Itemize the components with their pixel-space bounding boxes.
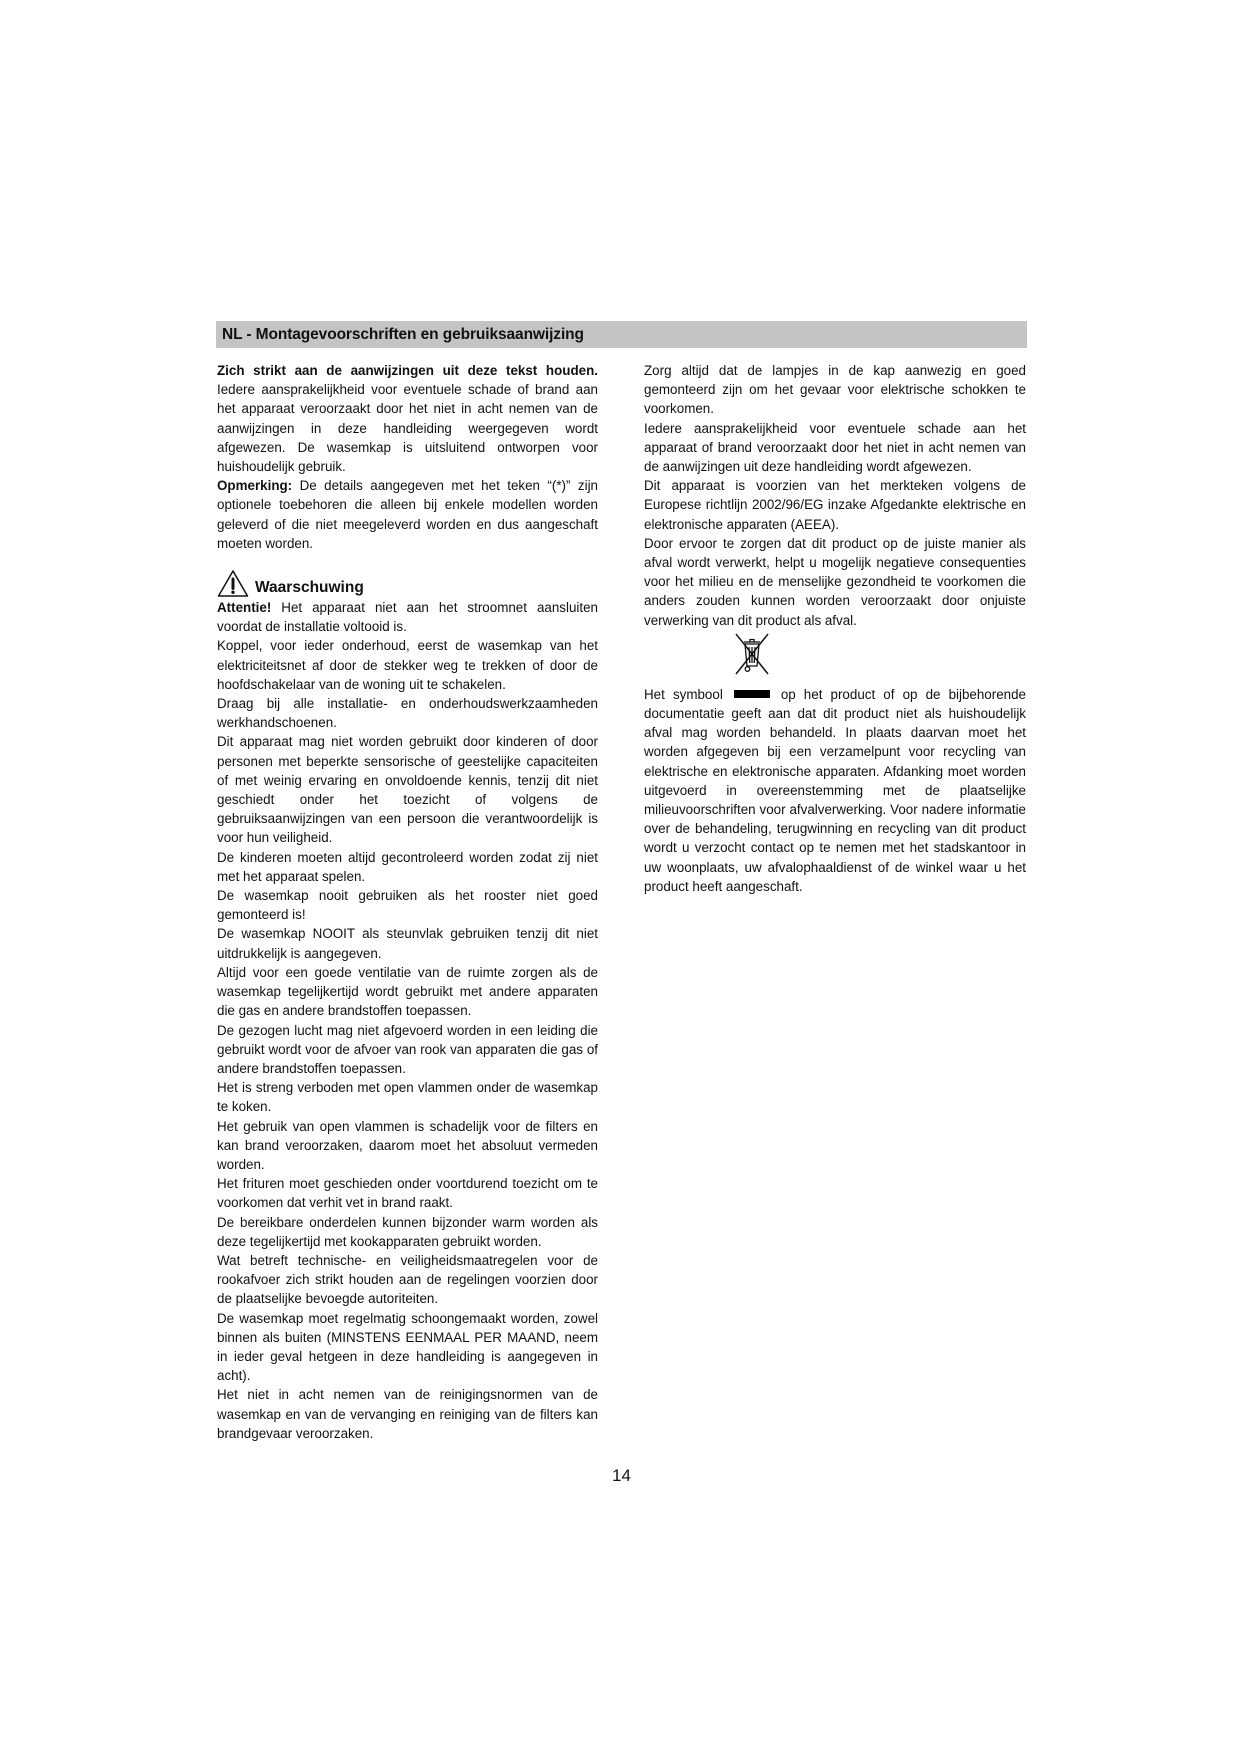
- intro-paragraph: [217, 361, 598, 476]
- info-paragraph: Iedere aansprakelijkheid voor eventuele schade aan het apparaat of brand veroorzaakt door het niet in acht nemen van de aanwijzingen uit deze handleiding wordt afgewezen.: [644, 420, 1026, 475]
- warning-title: Waarschuwing: [255, 578, 364, 596]
- right-column: [644, 361, 1026, 896]
- weee-symbol: [644, 632, 1026, 677]
- info-paragraph: Door ervoor te zorgen dat dit product op de juiste manier als afval wordt verwerkt, helpt u mogelijk negatieve consequenties voor het milieu en de menselijke gezondheid te voorkomen die anders zouden kunnen worden veroorzaakt door onjuiste verwerking van dit product als afval.: [644, 535, 1026, 628]
- warning-heading: [217, 568, 598, 598]
- warning-paragraph: Draag bij alle installatie- en onderhoudswerkzaamheden werkhandschoenen.: [217, 696, 598, 731]
- symbol-paragraph: [644, 685, 1026, 896]
- left-column: [217, 361, 598, 1443]
- warning-paragraph: De wasemkap NOOIT als steunvlak gebruiken tenzij dit niet uitdrukkelijk is aangegeven.: [217, 926, 598, 961]
- warning-paragraph: Het gebruik van open vlammen is schadelijk voor de filters en kan brand veroorzaken, daarom moet het absoluut vermeden worden.: [217, 1118, 598, 1172]
- warning-paragraph: Het frituren moet geschieden onder voortdurend toezicht om te voorkomen dat verhit vet in brand raakt.: [217, 1176, 598, 1211]
- note-text: De details aangegeven met het teken “(*)” zijn optionele toebehoren die alleen bij enkele modellen worden geleverd of die niet meegeleverd worden en dus aangeschaft moeten worden.: [217, 478, 598, 551]
- warning-paragraph: Het is streng verboden met open vlammen onder de wasemkap te koken.: [217, 1080, 598, 1115]
- symbol-text-after: op het product of op de bijbehorende documentatie geeft aan dat dit product niet als huishoudelijk afval mag worden behandeld. In plaats daarvan moet het worden afgegeven bij een verzamelpunt voor recycling van elektrische en elektronische apparaten. Afdanking moet worden uitgevoerd in overeenstemming met de plaatselijke milieuvoorschriften voor afvalverwerking. Voor nadere informatie over de behandeling, terugwinning en recycling van dit product wordt u verzocht contact op te nemen met het stadskantoor in uw woonplaats, uw afvalophaaldienst of de winkel waar u het product heeft aangeschaft.: [644, 686, 1027, 894]
- intro-text: Iedere aansprakelijkheid voor eventuele schade of brand aan het apparaat veroorzaakt door het niet in acht nemen van de aanwijzingen in deze handleiding weergegeven wordt afgewezen. De wasemkap is uitsluitend ontworpen voor huishoudelijk gebruik.: [217, 382, 598, 475]
- attention-paragraph: [217, 598, 598, 636]
- page-number: 14: [612, 1466, 631, 1485]
- attention-label: Attentie!: [217, 600, 272, 616]
- warning-paragraph: Het niet in acht nemen van de reinigingsnormen van de wasemkap en van de vervanging en reiniging van de filters kan brandgevaar veroorzaken.: [217, 1387, 598, 1441]
- warning-paragraph: Koppel, voor ieder onderhoud, eerst de wasemkap van het elektriciteitsnet af door de stekker weg te trekken of door de hoofdschakelaar van de woning uit te schakelen.: [217, 638, 598, 692]
- warning-paragraph: Altijd voor een goede ventilatie van de ruimte zorgen als de wasemkap tegelijkertijd wordt gebruikt met andere apparaten die gas en andere brandstoffen toepassen.: [217, 964, 598, 1019]
- warning-paragraph: De wasemkap moet regelmatig schoongemaakt worden, zowel binnen als buiten (MINSTENS EENMAAL PER MAAND, neem in ieder geval hetgeen in deze handleiding is aangegeven in acht).: [217, 1310, 598, 1384]
- symbol-text-before: Het symbool: [644, 686, 723, 702]
- warning-paragraph: Wat betreft technische- en veiligheidsmaatregelen voor de rookafvoer zich strikt houden aan de regelingen voorzien door de plaatselijke bevoegde autoriteiten.: [217, 1252, 598, 1307]
- warning-paragraph: De bereikbare onderdelen kunnen bijzonder warm worden als deze tegelijkertijd met kookapparaten gebruikt worden.: [217, 1214, 598, 1249]
- note-label: Opmerking:: [217, 478, 293, 494]
- intro-lead: Zich strikt aan de aanwijzingen uit deze tekst houden.: [217, 363, 598, 378]
- attention-text: Het apparaat niet aan het stroomnet aansluiten voordat de installatie voltooid is.: [217, 600, 598, 635]
- crossed-out-wheelie-bin-icon: [732, 632, 772, 676]
- info-paragraph: Zorg altijd dat de lampjes in de kap aanwezig en goed gemonteerd zijn om het gevaar voor elektrische schokken te voorkomen.: [644, 363, 1026, 417]
- warning-paragraph: De kinderen moeten altijd gecontroleerd worden zodat zij niet met het apparaat spelen.: [217, 849, 598, 884]
- warning-paragraph: De wasemkap nooit gebruiken als het rooster niet goed gemonteerd is!: [217, 888, 598, 923]
- section-header-bar: [216, 321, 1027, 348]
- info-paragraph: Dit apparaat is voorzien van het merkteken volgens de Europese richtlijn 2002/96/EG inzake Afgedankte elektrische en elektronische apparaten (AEEA).: [644, 478, 1026, 532]
- warning-paragraph: De gezogen lucht mag niet afgevoerd worden in een leiding die gebruikt wordt voor de afvoer van rook van apparaten die gas of andere brandstoffen toepassen.: [217, 1022, 598, 1076]
- section-title: NL - Montagevoorschriften en gebruiksaanwijzing: [222, 326, 584, 343]
- warning-paragraph: Dit apparaat mag niet worden gebruikt door kinderen of door personen met beperkte sensorische of geestelijke capaciteiten of met weinig ervaring en onvoldoende kennis, tenzij dit niet geschiedt onder het toezicht of volgens de gebruiksaanwijzingen van een persoon die verantwoordelijk is voor hun veiligheid.: [217, 734, 598, 846]
- note-paragraph: [217, 476, 598, 553]
- weee-bar-symbol: [734, 690, 770, 698]
- warning-triangle-icon: [217, 569, 249, 598]
